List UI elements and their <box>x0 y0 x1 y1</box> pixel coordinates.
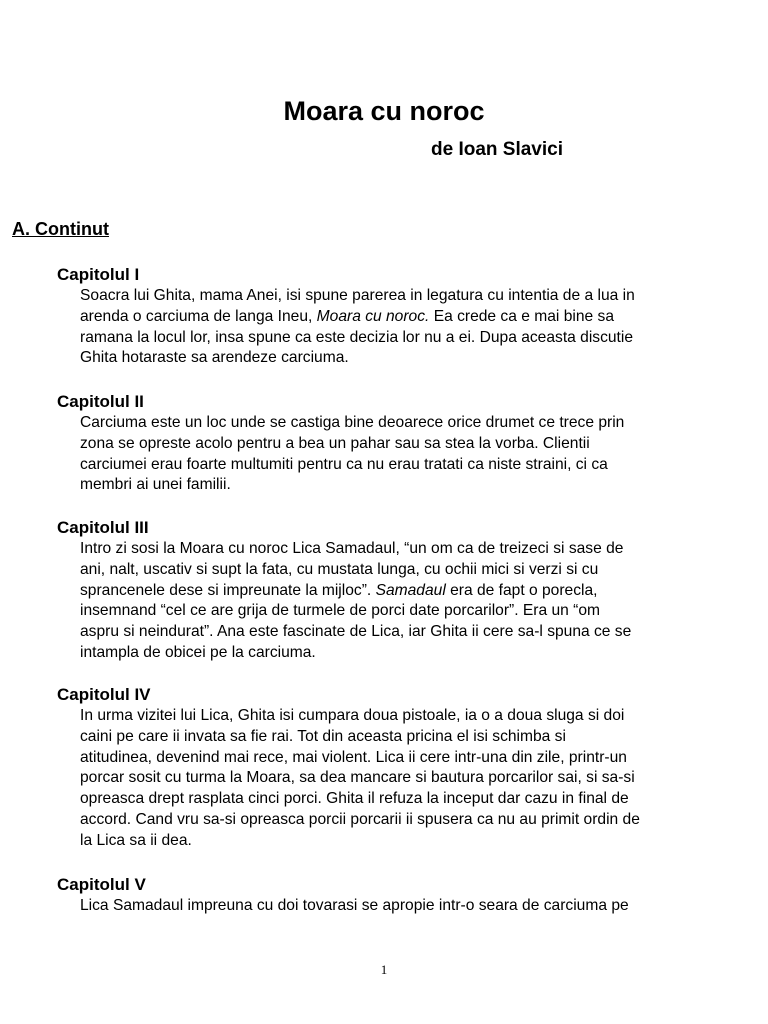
text-line: accord. Cand vru sa-si opreasca porcii porcarii ii spusera ca nu au primit ordin de <box>80 810 640 828</box>
chapter-title: Capitolul V <box>57 875 146 894</box>
text-line: Intro zi sosi la Moara cu noroc Lica Samadaul, “un om ca de treizeci si sase de <box>80 540 624 557</box>
chapter-text <box>80 896 720 917</box>
chapter-4 <box>57 684 717 852</box>
text-line: Carciuma este un loc unde se castiga bine deoarece orice drumet ce trece prin <box>80 414 625 431</box>
chapter-title: Capitolul III <box>57 518 149 537</box>
chapter-title: Capitolul I <box>57 265 140 284</box>
text-line: arenda o carciuma de langa Ineu, Moara cu noroc. Ea crede ca e mai bine sa <box>80 307 614 325</box>
chapter-3 <box>57 517 717 664</box>
text-line: opreasca drept rasplata cinci porci. Ghita il refuza la inceput dar cazu in final de <box>80 790 629 808</box>
text-line: intampla de obicei pe la carciuma. <box>80 643 316 661</box>
text-line: zona se opreste acolo pentru a bea un pahar sau sa stea la vorba. Clientii <box>80 434 590 452</box>
text-line: Ghita hotaraste sa arendeze carciuma. <box>80 349 349 367</box>
section-heading: A. Continut <box>12 219 109 239</box>
chapter-text <box>80 539 720 664</box>
text-line: caini pe care ii invata sa fie rai. Tot din aceasta pricina el isi schimba si <box>80 727 566 745</box>
text-line: ani, nalt, uscativ si supt la fata, cu mustata lunga, cu ochii mici si verzi si cu <box>80 560 599 578</box>
book-title-italic: Moara cu noroc. <box>316 307 430 325</box>
text-line: carciumei erau foarte multumiti pentru ca nu erau tratati ca niste straini, ci ca <box>80 455 608 473</box>
text-line: sprancenele dese si impreunate la mijloc”. Samadaul era de fapt o porecla, <box>80 581 598 599</box>
chapter-5 <box>57 874 717 917</box>
text-line: insemnand “cel ce are grija de turmele de porci date porcarilor”. Era un “om <box>80 602 601 620</box>
chapter-2 <box>57 391 717 496</box>
chapter-1 <box>57 264 717 369</box>
text-line: In urma vizitei lui Lica, Ghita isi cumpara doua pistoale, ia o a doua sluga si doi <box>80 707 625 724</box>
text-line: Soacra lui Ghita, mama Anei, isi spune parerea in legatura cu intentia de a lua in <box>80 287 635 304</box>
document-title: Moara cu noroc <box>283 96 485 126</box>
text-line: aspru si neindurat”. Ana este fascinate de Lica, iar Ghita ii cere sa-l spuna ce se <box>80 623 632 641</box>
text-line: atitudinea, devenind mai rece, mai violent. Lica ii cere intr-una din zile, printr-un <box>80 748 627 766</box>
text-line: ramana la locul lor, insa spune ca este decizia lor nu a ei. Dupa aceasta discutie <box>80 328 634 346</box>
chapter-title: Capitolul II <box>57 392 144 411</box>
chapter-text <box>80 286 720 369</box>
chapter-title: Capitolul IV <box>57 685 151 704</box>
chapter-text <box>80 413 720 496</box>
text-line: porcar sosit cu turma la Moara, sa dea mancare si bautura porcarilor sai, si sa-si <box>80 769 635 787</box>
page-number: 1 <box>380 962 388 977</box>
document-author: de Ioan Slavici <box>431 139 563 160</box>
text-line: membri ai unei familii. <box>80 476 231 494</box>
text-line: Lica Samadaul impreuna cu doi tovarasi se apropie intr-o seara de carciuma pe <box>80 897 629 914</box>
nickname-italic: Samadaul <box>375 581 446 599</box>
chapter-text <box>80 706 720 852</box>
text-line: la Lica sa ii dea. <box>80 831 192 849</box>
